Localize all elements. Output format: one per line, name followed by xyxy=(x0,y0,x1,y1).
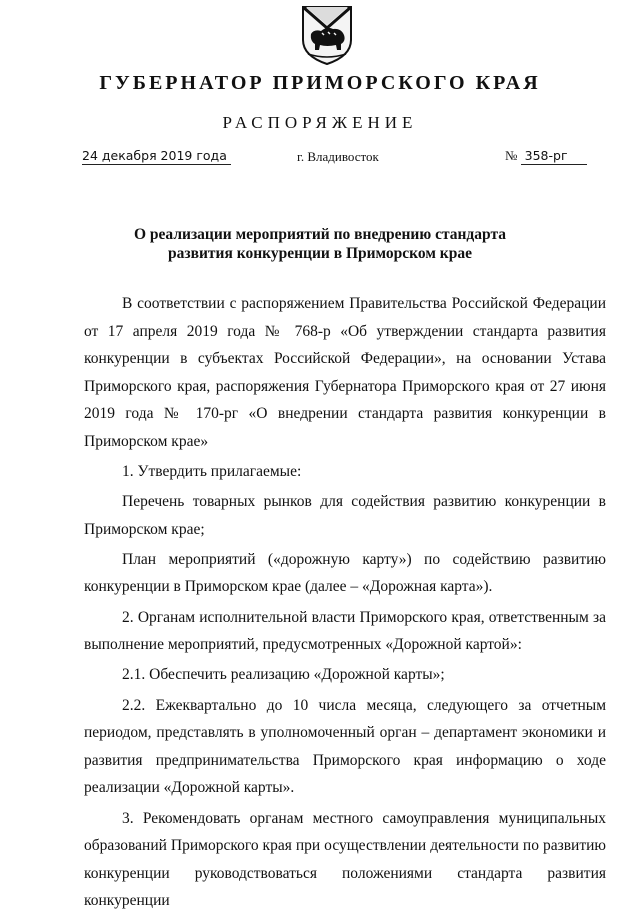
paragraph-item-3: 3. Рекомендовать органам местного самоуправления муниципальных образований Приморского края при осуществлении деятельности по развитию конкуренции руководствоваться положениями стандарта развития конкуренции xyxy=(84,809,606,910)
paragraph-item-2-2: 2.2. Ежеквартально до 10 числа месяца, следующего за отчетным периодом, представлять в уполномоченный орган – департамент экономики и развития предпринимательства Приморского края информацию о ходе реализации «Дорожной карты». xyxy=(84,696,606,797)
paragraph-item-1: 1. Утвердить прилагаемые: xyxy=(122,462,302,480)
paragraph-roadmap: План мероприятий («дорожную карту») по содействию развитию конкуренции в Приморском крае (далее – «Дорожная карта»). xyxy=(84,550,606,596)
document-body xyxy=(84,290,606,917)
title-line-2: развития конкуренции в Приморском крае xyxy=(168,245,472,262)
document-number: 358-рг xyxy=(521,148,587,165)
document-date: 24 декабря 2019 года xyxy=(82,148,231,165)
document-number-block xyxy=(505,148,587,165)
issuing-authority: ГУБЕРНАТОР ПРИМОРСКОГО КРАЯ xyxy=(99,72,541,94)
paragraph-item-2-1: 2.1. Обеспечить реализацию «Дорожной карты»; xyxy=(122,666,445,684)
document-type: РАСПОРЯЖЕНИЕ xyxy=(222,113,418,132)
paragraph-market-list: Перечень товарных рынков для содействия развитию конкуренции в Приморском крае; xyxy=(84,493,606,538)
document-title xyxy=(120,225,520,263)
paragraph-preamble: В соответствии с распоряжением Правительства Российской Федерации от 17 апреля 2019 года № 768-р «Об утверждении стандарта развития конкуренции в субъектах Российской Федерации», на основании Устава Приморского края, распоряжения Губернатора Приморского края от 27 июня 2019 года № 170-рг «О внедрении стандарта развития конкуренции в Приморском крае» xyxy=(84,295,606,450)
number-sign: № xyxy=(505,148,518,163)
paragraph-item-2: 2. Органам исполнительной власти Приморского края, ответственным за выполнение мероприятий, предусмотренных «Дорожной картой»: xyxy=(84,608,606,654)
title-line-1: О реализации мероприятий по внедрению стандарта xyxy=(134,226,506,243)
coat-of-arms-icon xyxy=(300,4,354,66)
document-city: г. Владивосток xyxy=(297,149,379,164)
